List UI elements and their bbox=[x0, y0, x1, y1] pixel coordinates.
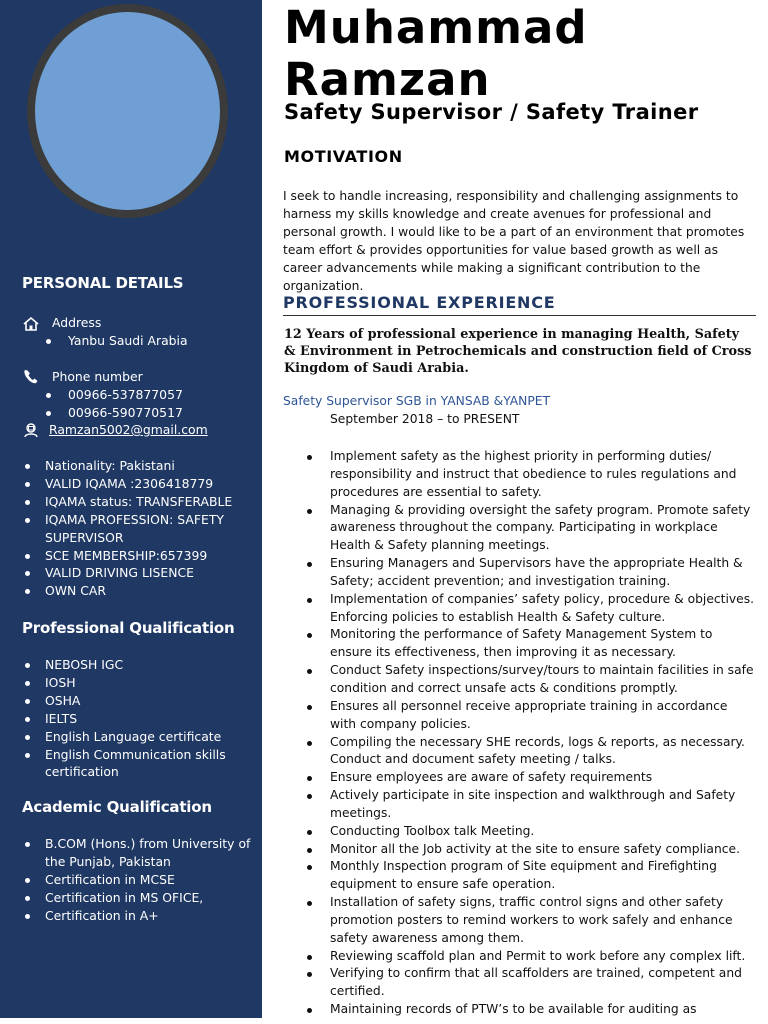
duty-item: Actively participate in site inspection and walkthrough and Safety meetings. bbox=[305, 787, 755, 823]
name-line-2: Ramzan bbox=[284, 53, 491, 106]
experience-heading: PROFESSIONAL EXPERIENCE bbox=[283, 293, 556, 312]
duty-item: Ensures all personnel receive appropriate training in accordance with company policies. bbox=[305, 698, 755, 734]
phone-icon bbox=[22, 368, 40, 386]
job-dates: September 2018 – to PRESENT bbox=[330, 412, 520, 426]
email-link[interactable]: Ramzan5002@gmail.com bbox=[49, 422, 208, 437]
duty-item: Managing & providing oversight the safety program. Promote safety awareness throughout the company. Participating in workplace Health & Safety planning meetings. bbox=[305, 502, 755, 556]
professional-qualification-list bbox=[22, 656, 254, 781]
academic-qualification-heading: Academic Qualification bbox=[22, 798, 212, 816]
job-role: Safety Supervisor SGB in YANSAB &YANPET bbox=[283, 394, 551, 408]
duty-item: Ensuring Managers and Supervisors have the appropriate Health & Safety; accident prevention; and investigation training. bbox=[305, 555, 755, 591]
profile-photo bbox=[27, 4, 228, 218]
phone-number: 00966-537877057 bbox=[44, 386, 183, 404]
phone-number: 00966-590770517 bbox=[44, 404, 183, 422]
list-item: Certification in MS OFICE, bbox=[22, 889, 254, 907]
list-item: VALID DRIVING LISENCE bbox=[22, 564, 254, 582]
duty-item: Monitor all the Job activity at the site to ensure safety compliance. bbox=[305, 841, 755, 859]
home-icon bbox=[22, 315, 40, 333]
personal-details-heading: PERSONAL DETAILS bbox=[22, 274, 184, 292]
list-item: Certification in MCSE bbox=[22, 871, 254, 889]
duty-item: Ensure employees are aware of safety requirements bbox=[305, 769, 755, 787]
motivation-text: I seek to handle increasing, responsibility and challenging assignments to harness my skills knowledge and create avenues for professional and personal growth. I would like to be a part of an environment that promotes team effort & provides opportunities for value based growth as well as career advancements while making a significant contribution to the organization. bbox=[283, 189, 745, 293]
list-item: IELTS bbox=[22, 710, 254, 728]
duty-item: Maintaining records of PTW’s to be available for auditing as bbox=[305, 1001, 755, 1019]
list-item: OSHA bbox=[22, 692, 254, 710]
list-item: NEBOSH IGC bbox=[22, 656, 254, 674]
section-divider bbox=[283, 315, 756, 316]
motivation-heading: MOTIVATION bbox=[284, 147, 403, 166]
email-icon bbox=[22, 421, 40, 439]
duty-item: Verifying to confirm that all scaffolders are trained, competent and certified. bbox=[305, 965, 755, 1001]
phone-label: Phone number bbox=[52, 369, 143, 384]
list-item: OWN CAR bbox=[22, 582, 254, 600]
list-item: IQAMA status: TRANSFERABLE bbox=[22, 493, 254, 511]
duty-item: Reviewing scaffold plan and Permit to work before any complex lift. bbox=[305, 948, 755, 966]
list-item: SCE MEMBERSHIP:657399 bbox=[22, 547, 254, 565]
list-item: VALID IQAMA :2306418779 bbox=[22, 475, 254, 493]
list-item: English Language certificate bbox=[22, 728, 254, 746]
duty-item: Implement safety as the highest priority in performing duties/ responsibility and instruct that obedience to rules regulations and procedures are essential to safety. bbox=[305, 448, 755, 502]
candidate-name bbox=[284, 2, 588, 106]
experience-summary: 12 Years of professional experience in managing Health, Safety & Environment in Petrochemicals and construction field of Cross Kingdom of Saudi Arabia. bbox=[284, 327, 752, 376]
duty-item: Monitoring the performance of Safety Management System to ensure its effectiveness, then improving it as necessary. bbox=[305, 626, 755, 662]
list-item: Nationality: Pakistani bbox=[22, 457, 254, 475]
list-item: IOSH bbox=[22, 674, 254, 692]
duty-item: Implementation of companies’ safety policy, procedure & objectives. Enforcing policies to establish Health & Safety culture. bbox=[305, 591, 755, 627]
duty-item: Monthly Inspection program of Site equipment and Firefighting equipment to ensure safe operation. bbox=[305, 858, 755, 894]
duty-item: Conducting Toolbox talk Meeting. bbox=[305, 823, 755, 841]
list-item: English Communication skills certification bbox=[22, 746, 254, 782]
list-item: Certification in A+ bbox=[22, 907, 254, 925]
sidebar bbox=[0, 0, 262, 1018]
duty-item: Installation of safety signs, traffic control signs and other safety promotion posters to remind workers to work safely and enhance safety awareness among them. bbox=[305, 894, 755, 948]
address-label: Address bbox=[52, 315, 102, 330]
duties-list bbox=[305, 448, 755, 1019]
list-item: Yanbu Saudi Arabia bbox=[44, 332, 188, 350]
list-item: IQAMA PROFESSION: SAFETY SUPERVISOR bbox=[22, 511, 254, 547]
duty-item: Compiling the necessary SHE records, logs & reports, as necessary. Conduct and document safety meeting / talks. bbox=[305, 734, 755, 770]
address-list bbox=[44, 332, 188, 350]
list-item: B.COM (Hons.) from University of the Punjab, Pakistan bbox=[22, 835, 254, 871]
phone-list bbox=[44, 386, 183, 422]
job-title: Safety Supervisor / Safety Trainer bbox=[284, 100, 699, 124]
name-line-1: Muhammad bbox=[284, 1, 588, 54]
professional-qualification-heading: Professional Qualification bbox=[22, 619, 235, 637]
duty-item: Conduct Safety inspections/survey/tours to maintain facilities in safe condition and correct unsafe acts & conditions promptly. bbox=[305, 662, 755, 698]
personal-details-list bbox=[22, 457, 254, 600]
academic-qualification-list bbox=[22, 835, 254, 925]
